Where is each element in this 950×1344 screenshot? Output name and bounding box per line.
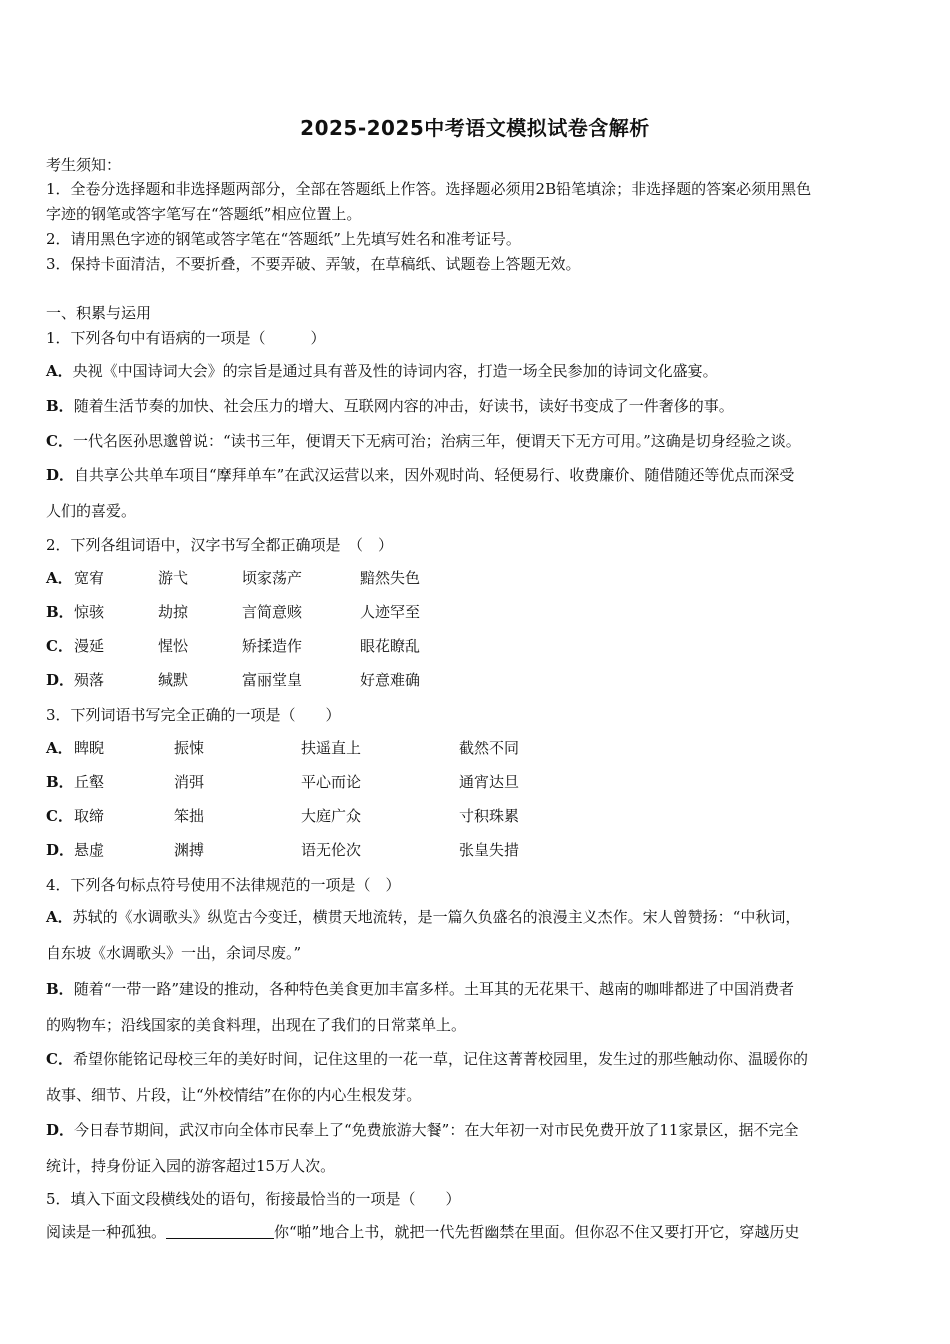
question-5-stem: 5．填入下面文段横线处的语句，衔接最恰当的一项是（ ） <box>46 1190 461 1208</box>
question-1-option-c: C．一代名医孙思邈曾说：“读书三年，便谓天下无病可治；治病三年，便谓天下无方可用。”这确是切身经验之谈。 <box>46 432 801 450</box>
question-4-stem: 4．下列各句标点符号使用不法律规范的一项是（ ） <box>46 876 401 894</box>
question-1-option-b: B．随着生活节奏的加快、社会压力的增大、互联网内容的冲击，好读书，读好书变成了一件奢侈的事。 <box>46 397 734 415</box>
notice-item: 2．请用黑色字迹的钢笔或答字笔在“答题纸”上先填写姓名和准考证号。 <box>46 230 521 248</box>
question-2-stem: 2．下列各组词语中，汉字书写全都正确项是 （ ） <box>46 536 394 554</box>
notice-item: 3．保持卡面清洁，不要折叠，不要弄破、弄皱，在草稿纸、试题卷上答题无效。 <box>46 255 581 273</box>
question-1-option-d-cont: 人们的喜爱。 <box>46 502 137 520</box>
exam-page: 2025-2025中考语文模拟试卷含解析 考生须知： 1．全卷分选择题和非选择题两部分，全部在答题纸上作答。选择题必须用2B铅笔填涂；非选择题的答案必须用黑色 字迹的钢笔或答字笔写在“答题纸”相应位置上。 2．请用黑色字迹的钢笔或答字笔在“答题纸”上先填写姓名和准考证号。 3．保持卡面清洁，不要折叠，不要弄破、弄皱，在草稿纸、试题卷上答题无效。 一、积累与运用 1．下列各句中有语病的一项是（ ） A．央视《中国诗词大会》的宗旨是通过具有普及性的诗词内容，打造一场全民参加的诗词文化盛宴。 B．随着生活节奏的加快、社会压力的增大、互联网内容的冲击，好读书，读好书变成了一件奢侈的事。 C．一代名医孙思邈曾说：“读书三年，便谓天下无病可治；治病三年，便谓天下无方可用。”这确是切身经验之谈。 D．自共享公共单车项目“摩拜单车”在武汉运营以来，因外观时尚、轻便易行、收费廉价、随借随还等优点而深受 人们的喜爱。 2．下列各组词语中，汉字书写全都正确项是 （ ） A． 宽宥 游弋 顷家荡产 黯然失色 B． 惊骇 劫掠 言简意赅 人迹罕至 C． 漫延 惺忪 矫揉造作 眼花瞭乱 D． 殒落 缄默 富丽堂皇 好意难确 3．下列词语书写完全正确的一项是（ ） A． 睥睨 振悚 扶遥直上 截然不同 B． 丘壑 消弭 平心而论 通宵达旦 C． 取缔 笨拙 大庭广众 寸积珠累 D． 悬虚 渊搏 语无伦次 张皇失措 4．下列各句标点符号使用不法律规范的一项是（ ） A．苏轼的《水调歌头》纵览古今变迁，横贯天地流转，是一篇久负盛名的浪漫主义杰作。宋人曾赞扬：“中秋词， 自东坡《水调歌头》一出，余词尽废。” B．随着“一带一路”建设的推动，各种特色美食更加丰富多样。土耳其的无花果干、越南的咖啡都进了中国消费者 的购物车；沿线国家的美食料理，出现在了我们的日常菜单上。 C．希望你能铭记母校三年的美好时间，记住这里的一花一草，记住这菁菁校园里，发生过的那些触动你、温暖你的 故事、细节、片段，让“外校情结”在你的内心生根发芽。 D．今日春节期间，武汉市向全体市民奉上了“免费旅游大餐”：在大年初一对市民免费开放了11家景区，据不完全 统计，持身份证入园的游客超过15万人次。 5．填入下面文段横线处的语句，衔接最恰当的一项是（ ） 阅读是一种孤独。 你“啪”地合上书，就把一代先哲幽禁在里面。但你忍不住又要打开它，穿越历史 <box>0 0 950 1344</box>
page-title: 2025-2025中考语文模拟试卷含解析 <box>300 116 650 140</box>
fill-in-blank <box>166 1223 274 1239</box>
question-4-option-c: C．希望你能铭记母校三年的美好时间，记住这里的一花一草，记住这菁菁校园里，发生过的那些触动你、温暖你的 <box>46 1050 808 1068</box>
question-4-option-d: D．今日春节期间，武汉市向全体市民奉上了“免费旅游大餐”：在大年初一对市民免费开放了11家景区，据不完全 <box>46 1121 799 1139</box>
question-3-stem: 3．下列词语书写完全正确的一项是（ ） <box>46 706 341 724</box>
question-5-passage: 阅读是一种孤独。 你“啪”地合上书，就把一代先哲幽禁在里面。但你忍不住又要打开它，穿越历史 <box>46 1223 800 1241</box>
question-4-option-b: B．随着“一带一路”建设的推动，各种特色美食更加丰富多样。土耳其的无花果干、越南的咖啡都进了中国消费者 <box>46 980 795 998</box>
question-1-option-a: A．央视《中国诗词大会》的宗旨是通过具有普及性的诗词内容，打造一场全民参加的诗词文化盛宴。 <box>46 362 718 380</box>
notice-item: 字迹的钢笔或答字笔写在“答题纸”相应位置上。 <box>46 205 362 223</box>
question-4-option-a: A．苏轼的《水调歌头》纵览古今变迁，横贯天地流转，是一篇久负盛名的浪漫主义杰作。宋人曾赞扬：“中秋词， <box>46 908 801 926</box>
section-heading: 一、积累与运用 <box>46 304 152 322</box>
question-1-option-d: D．自共享公共单车项目“摩拜单车”在武汉运营以来，因外观时尚、轻便易行、收费廉价、随借随还等优点而深受 <box>46 466 795 484</box>
question-4-option-d-cont: 统计，持身份证入园的游客超过15万人次。 <box>46 1157 336 1175</box>
notice-heading: 考生须知： <box>46 156 122 174</box>
question-4-option-a-cont: 自东坡《水调歌头》一出，余词尽废。” <box>46 944 302 962</box>
question-4-option-c-cont: 故事、细节、片段，让“外校情结”在你的内心生根发芽。 <box>46 1086 422 1104</box>
notice-item: 1．全卷分选择题和非选择题两部分，全部在答题纸上作答。选择题必须用2B铅笔填涂；非选择题的答案必须用黑色 <box>46 180 812 198</box>
question-1-stem: 1．下列各句中有语病的一项是（ ） <box>46 329 326 347</box>
question-4-option-b-cont: 的购物车；沿线国家的美食料理，出现在了我们的日常菜单上。 <box>46 1016 467 1034</box>
